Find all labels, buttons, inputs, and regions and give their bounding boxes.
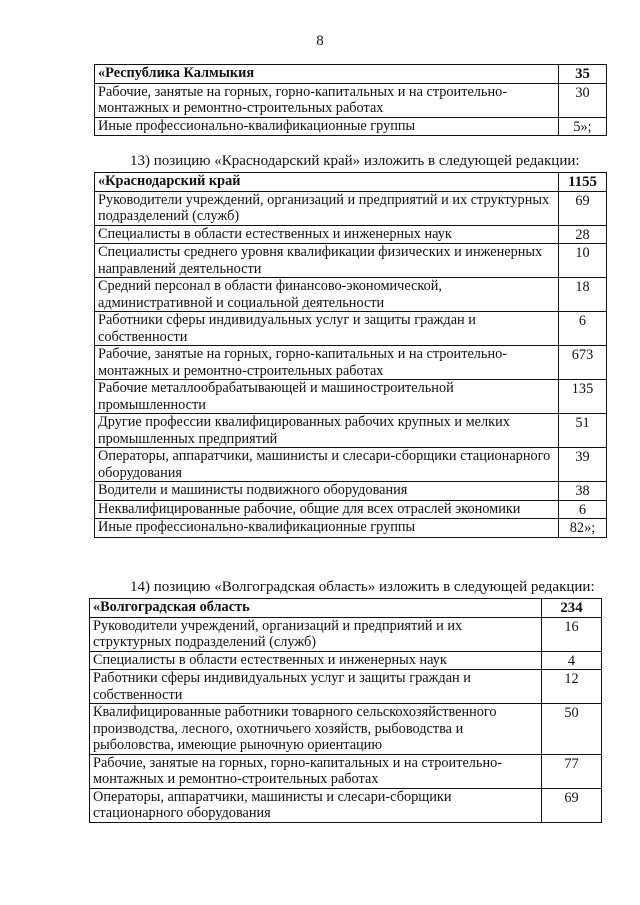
occupation-group: Иные профессионально-квалификационные группы (95, 117, 559, 136)
occupation-group: Другие профессии квалифицированных рабочих крупных и мелких промышленных предприятий (95, 414, 559, 448)
table-row (90, 670, 602, 704)
region-name: «Волгоградская область (90, 599, 542, 618)
quota-value: 69 (559, 191, 607, 225)
quota-value: 77 (542, 754, 602, 788)
quota-value: 50 (542, 704, 602, 755)
occupation-group: Рабочие, занятые на горных, горно-капитальных и на строительно-монтажных и ремонтно-строительных работах (95, 83, 559, 117)
region-name: «Краснодарский край (95, 173, 559, 192)
quota-value: 6 (559, 312, 607, 346)
occupation-group: Руководители учреждений, организаций и предприятий и их структурных подразделений (служб) (95, 191, 559, 225)
table-row (95, 519, 607, 538)
occupation-group: Операторы, аппаратчики, машинисты и слесари-сборщики стационарного оборудования (95, 448, 559, 482)
table-row (90, 754, 602, 788)
quota-value: 51 (559, 414, 607, 448)
table-row (90, 617, 602, 651)
occupation-group: Квалифицированные работники товарного сельскохозяйственного производства, лесного, охотничьего хозяйств, рыбоводства и рыболовства, имеющие рыночную ориентацию (90, 704, 542, 755)
region-total: 1155 (559, 173, 607, 192)
table-row (95, 482, 607, 501)
occupation-group: Специалисты в области естественных и инженерных наук (95, 225, 559, 244)
occupation-group: Иные профессионально-квалификационные группы (95, 519, 559, 538)
quota-value: 5»; (559, 117, 607, 136)
occupation-group: Специалисты среднего уровня квалификации физических и инженерных направлений деятельности (95, 244, 559, 278)
occupation-group: Неквалифицированные рабочие, общие для всех отраслей экономики (95, 500, 559, 519)
quota-value: 18 (559, 278, 607, 312)
quota-value: 16 (542, 617, 602, 651)
occupation-group: Операторы, аппаратчики, машинисты и слесари-сборщики стационарного оборудования (90, 788, 542, 822)
table-row (95, 83, 607, 117)
table-header-row (90, 599, 602, 618)
region-total: 35 (559, 65, 607, 84)
page-number: 8 (316, 33, 324, 49)
table-row (95, 500, 607, 519)
quota-value: 30 (559, 83, 607, 117)
region-total: 234 (542, 599, 602, 618)
table-row (90, 788, 602, 822)
occupation-group: Рабочие металлообрабатывающей и машиностроительной промышленности (95, 380, 559, 414)
quota-value: 673 (559, 346, 607, 380)
quota-value: 38 (559, 482, 607, 501)
occupation-group: Рабочие, занятые на горных, горно-капитальных и на строительно-монтажных и ремонтно-строительных работах (95, 346, 559, 380)
table-row (95, 191, 607, 225)
quota-value: 69 (542, 788, 602, 822)
quota-value: 135 (559, 380, 607, 414)
table-header-row (95, 173, 607, 192)
occupation-group: Работники сферы индивидуальных услуг и защиты граждан и собственности (95, 312, 559, 346)
occupation-group: Рабочие, занятые на горных, горно-капитальных и на строительно-монтажных и ремонтно-строительных работах (90, 754, 542, 788)
table-row (95, 117, 607, 136)
quota-value: 4 (542, 651, 602, 670)
table-row (90, 704, 602, 755)
table-kalmykia (94, 64, 607, 136)
table-row (95, 380, 607, 414)
table-row (95, 312, 607, 346)
amendment-paragraph-13: 13) позицию «Краснодарский край» изложить в следующей редакции: (130, 153, 580, 169)
table-row (95, 244, 607, 278)
occupation-group: Средний персонал в области финансово-экономической, административной и социальной деятельности (95, 278, 559, 312)
table-row (95, 225, 607, 244)
table-volgograd (89, 598, 602, 823)
region-name: «Республика Калмыкия (95, 65, 559, 84)
occupation-group: Работники сферы индивидуальных услуг и защиты граждан и собственности (90, 670, 542, 704)
quota-value: 12 (542, 670, 602, 704)
table-header-row (95, 65, 607, 84)
table-row (95, 414, 607, 448)
table-row (95, 346, 607, 380)
occupation-group: Специалисты в области естественных и инженерных наук (90, 651, 542, 670)
table-krasnodar (94, 172, 607, 538)
occupation-group: Руководители учреждений, организаций и предприятий и их структурных подразделений (служб) (90, 617, 542, 651)
table-row (95, 278, 607, 312)
quota-value: 28 (559, 225, 607, 244)
occupation-group: Водители и машинисты подвижного оборудования (95, 482, 559, 501)
table-row (95, 448, 607, 482)
quota-value: 82»; (559, 519, 607, 538)
amendment-paragraph-14: 14) позицию «Волгоградская область» изложить в следующей редакции: (130, 579, 595, 595)
quota-value: 39 (559, 448, 607, 482)
quota-value: 10 (559, 244, 607, 278)
table-row (90, 651, 602, 670)
quota-value: 6 (559, 500, 607, 519)
